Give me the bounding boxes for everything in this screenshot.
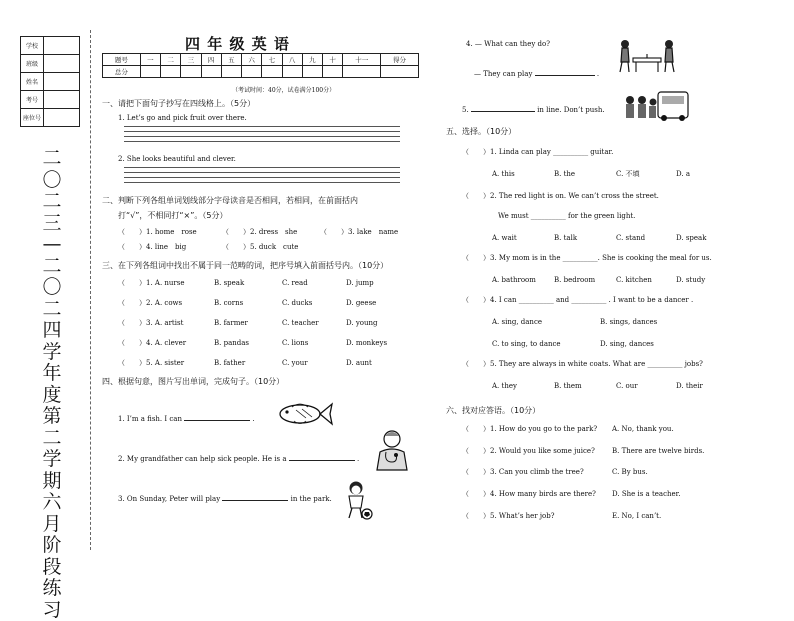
- four-line-grid-2[interactable]: [124, 163, 400, 183]
- score-cell[interactable]: [201, 66, 221, 78]
- match-question: （ ）5. What’s her job?: [462, 512, 555, 520]
- choice-option: A. this: [492, 170, 515, 178]
- category-option: D. aunt: [346, 359, 372, 367]
- score-cell[interactable]: [262, 66, 282, 78]
- category-option: C. your: [282, 359, 308, 367]
- choice-option: D. a: [676, 170, 690, 178]
- football-boy-icon: [340, 480, 374, 520]
- choice-option: D. their: [676, 382, 703, 390]
- info-label: 考号: [21, 91, 44, 109]
- category-option: C. ducks: [282, 299, 313, 307]
- choice-option: B. talk: [554, 234, 578, 242]
- copy-sentence-2: 2. She looks beautiful and clever.: [118, 155, 236, 163]
- section-2-heading-cont: 打“√”，不相同打“×”。（5分）: [118, 211, 228, 220]
- choice-question: （ ）3. My mom is in the __________. She is cooking the meal for us.: [462, 254, 712, 262]
- score-cell[interactable]: [282, 66, 302, 78]
- match-question: （ ）4. How many birds are there?: [462, 490, 596, 498]
- info-field-number[interactable]: [44, 91, 80, 109]
- answer-blank[interactable]: [471, 111, 535, 112]
- info-field-seat[interactable]: [44, 109, 80, 127]
- match-answer: D. She is a teacher.: [612, 490, 681, 498]
- phonics-item: （ ）1. home rose: [118, 228, 197, 236]
- answer-blank[interactable]: [184, 420, 250, 421]
- score-header-cell: 一: [140, 54, 160, 66]
- category-option: C. lions: [282, 339, 309, 347]
- category-option: B. farmer: [214, 319, 248, 327]
- queue-icon: [622, 90, 690, 122]
- vertical-exam-title: 二〇二三—二〇二四学年度第二学期六月阶段练习: [42, 147, 62, 621]
- score-cell[interactable]: [302, 66, 322, 78]
- choice-option: C. 不填: [616, 170, 640, 178]
- choice-option: D. sing, dances: [600, 340, 654, 348]
- score-cell[interactable]: [140, 66, 160, 78]
- four-line-grid-1[interactable]: [124, 122, 400, 142]
- choice-option: B. the: [554, 170, 576, 178]
- picture-question-1: 1. I’m a fish. I can .: [118, 415, 255, 423]
- choice-question-cont: We must __________ for the green light.: [498, 212, 636, 220]
- match-question: （ ）3. Can you climb the tree?: [462, 468, 584, 476]
- phonics-item: （ ）4. line big: [118, 243, 187, 251]
- phonics-item: （ ）2. dress she: [222, 228, 298, 236]
- category-item: （ ）4. A. clever: [118, 339, 187, 347]
- fish-icon: [276, 400, 334, 428]
- choice-option: C. our: [616, 382, 638, 390]
- info-field-school[interactable]: [44, 37, 80, 55]
- ping-pong-icon: [616, 38, 678, 76]
- score-cell[interactable]: [221, 66, 241, 78]
- score-cell[interactable]: [323, 66, 343, 78]
- category-item: （ ）5. A. sister: [118, 359, 185, 367]
- choice-option: C. to sing, to dance: [492, 340, 561, 348]
- choice-question: （ ）4. I can __________ and __________ . I want to be a dancer .: [462, 296, 694, 304]
- choice-option: A. bathroom: [492, 276, 536, 284]
- score-total-label: 总分: [103, 66, 141, 78]
- category-option: B. father: [214, 359, 246, 367]
- category-option: D. young: [346, 319, 378, 327]
- section-1-heading: 一、请把下面句子抄写在四线格上。（5分）: [102, 99, 256, 108]
- score-table: [102, 53, 419, 78]
- match-answer: A. No, thank you.: [612, 425, 674, 433]
- doctor-icon: [372, 428, 412, 470]
- answer-blank[interactable]: [222, 500, 288, 501]
- choice-question: （ ）1. Linda can play __________ guitar.: [462, 148, 614, 156]
- choice-option: D. speak: [676, 234, 707, 242]
- category-option: B. corns: [214, 299, 244, 307]
- phonics-item: （ ）5. duck cute: [222, 243, 299, 251]
- score-cell[interactable]: [181, 66, 201, 78]
- match-question: （ ）1. How do you go to the park?: [462, 425, 598, 433]
- choice-question: （ ）5. They are always in white coats. What are __________ jobs?: [462, 360, 703, 368]
- match-question: （ ）2. Would you like some juice?: [462, 447, 595, 455]
- choice-option: A. they: [492, 382, 517, 390]
- score-header-cell: 三: [181, 54, 201, 66]
- section-3-heading: 三、在下列各组词中找出不属于同一范畴的词，把序号填入前面括号内。（10分）: [102, 261, 389, 270]
- choice-option: C. stand: [616, 234, 646, 242]
- score-cell[interactable]: [343, 66, 381, 78]
- category-option: D. geese: [346, 299, 377, 307]
- choice-option: B. sings, dances: [600, 318, 658, 326]
- match-answer: E. No, I can’t.: [612, 512, 662, 520]
- score-header-cell: 题号: [103, 54, 141, 66]
- score-cell[interactable]: [242, 66, 262, 78]
- phonics-item: （ ）3. lake name: [320, 228, 399, 236]
- choice-question: （ ）2. The red light is on. We can’t cross the street.: [462, 192, 659, 200]
- student-info-table: [20, 36, 80, 127]
- picture-question-2: 2. My grandfather can help sick people. He is a .: [118, 455, 360, 463]
- score-header-cell: 五: [221, 54, 241, 66]
- category-option: D. monkeys: [346, 339, 388, 347]
- picture-question-4b: — They can play .: [474, 70, 600, 78]
- info-field-class[interactable]: [44, 55, 80, 73]
- exam-note: （考试时间：40分，试卷满分100分）: [232, 87, 336, 94]
- info-label: 班级: [21, 55, 44, 73]
- category-item: （ ）1. A. nurse: [118, 279, 185, 287]
- category-option: C. teacher: [282, 319, 319, 327]
- choice-option: C. kitchen: [616, 276, 652, 284]
- copy-sentence-1: 1. Let’s go and pick fruit over there.: [118, 114, 247, 122]
- category-option: B. pandas: [214, 339, 250, 347]
- picture-question-3: 3. On Sunday, Peter will play in the park.: [118, 495, 332, 503]
- score-cell[interactable]: [161, 66, 181, 78]
- info-label: 座位号: [21, 109, 44, 127]
- binding-line: [90, 30, 91, 550]
- page-title: 四 年 级 英 语: [185, 35, 290, 53]
- match-answer: C. By bus.: [612, 468, 648, 476]
- score-header-cell: 十一: [343, 54, 381, 66]
- picture-question-5: 5. in line. Don’t push.: [462, 106, 605, 114]
- score-header-cell: 九: [302, 54, 322, 66]
- section-4-heading: 四、根据句意，图片写出单词，完成句子。（10分）: [102, 377, 285, 386]
- choice-option: A. wait: [492, 234, 517, 242]
- picture-question-4a: 4. — What can they do?: [466, 40, 550, 48]
- category-option: C. read: [282, 279, 308, 287]
- section-5-heading: 五、选择。（10分）: [446, 127, 517, 136]
- score-header-cell: 十: [323, 54, 343, 66]
- score-header-cell: 八: [282, 54, 302, 66]
- info-label: 学校: [21, 37, 44, 55]
- category-item: （ ）3. A. artist: [118, 319, 184, 327]
- choice-option: A. sing, dance: [492, 318, 543, 326]
- category-option: B. speak: [214, 279, 245, 287]
- score-header-cell: 四: [201, 54, 221, 66]
- score-header-cell: 得分: [381, 54, 419, 66]
- score-header-cell: 六: [242, 54, 262, 66]
- score-header-cell: 七: [262, 54, 282, 66]
- section-6-heading: 六、找对应答语。（10分）: [446, 406, 541, 415]
- answer-blank[interactable]: [289, 460, 355, 461]
- score-header-cell: 二: [161, 54, 181, 66]
- section-2-heading: 二、判断下列各组单词划线部分字母读音是否相同，若相同，在前面括内: [102, 196, 358, 205]
- info-label: 姓名: [21, 73, 44, 91]
- choice-option: B. them: [554, 382, 582, 390]
- answer-blank[interactable]: [535, 75, 595, 76]
- info-field-name[interactable]: [44, 73, 80, 91]
- choice-option: D. study: [676, 276, 706, 284]
- category-option: D. jump: [346, 279, 374, 287]
- match-answer: B. There are twelve birds.: [612, 447, 705, 455]
- category-item: （ ）2. A. cows: [118, 299, 183, 307]
- score-cell[interactable]: [381, 66, 419, 78]
- choice-option: B. bedroom: [554, 276, 596, 284]
